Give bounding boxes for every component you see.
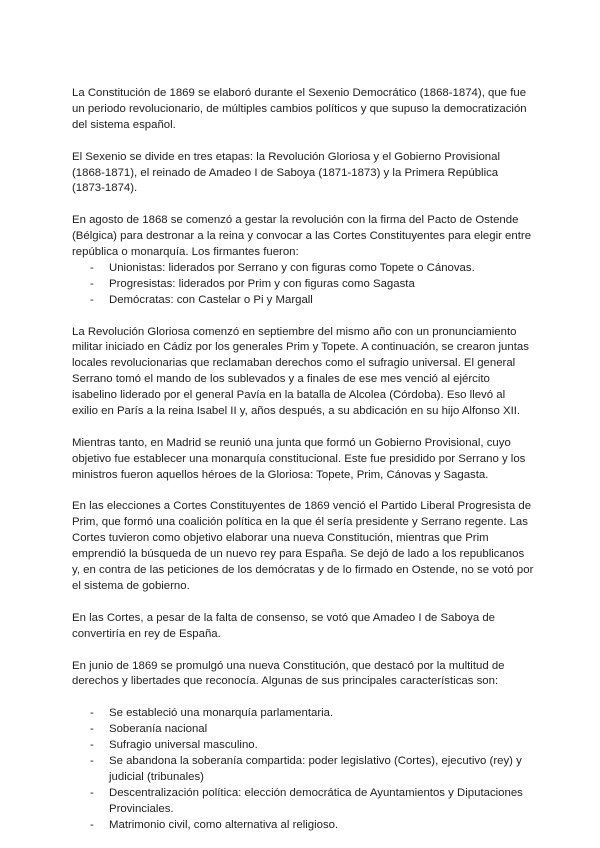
list-item: - Sufragio universal masculino. (72, 738, 534, 754)
list-item: - Se abandona la soberanía compartida: poder legislativo (Cortes), ejecutivo (rey) y judicial (tribunales) (72, 754, 534, 786)
paragraph-gobierno-provisional: Mientras tanto, en Madrid se reunió una junta que formó un Gobierno Provisional, cuyo objetivo fue establecer una monarquía constitucional. Este fue presidido por Serrano y los ministros fueron aquellos héroes de la Gloriosa: Topete, Prim, Cánovas y Sagasta. (72, 436, 526, 481)
paragraph-gloriosa: La Revolución Gloriosa comenzó en septiembre del mismo año con un pronunciamiento militar iniciado en Cádiz por los generales Prim y Topete. A continuación, se crearon juntas locales revolucionarias que reclamaban derechos como el sufragio universal. El general Serrano tomó el mando de los sublevados y a finales de ese mes venció al ejército isabelino liderado por el general Pavía en la batalla de Alcolea (Córdoba). Eso llevó al exilio en París a la reina Isabel II y, años después, a su abdicación en su hijo Alfonso XII. (72, 325, 529, 418)
signatories-list (72, 261, 534, 309)
list-item: - Matrimonio civil, como alternativa al religioso. (72, 818, 534, 834)
paragraph-amadeo: En las Cortes, a pesar de la falta de consenso, se votó que Amadeo I de Saboya de convertiría en rey de España. (72, 611, 495, 640)
paragraph-stages: El Sexenio se divide en tres etapas: la Revolución Gloriosa y el Gobierno Provisional (1868-1871), el reinado de Amadeo I de Saboya (1871-1873) y la Primera República (1873-1874). (72, 150, 501, 195)
paragraph-elecciones: En las elecciones a Cortes Constituyentes de 1869 venció el Partido Liberal Progresista de Prim, que formó una coalición política en la que él sería presidente y Serrano regente. Las Cortes tuvieron como objetivo elaborar una nueva Constitución, mientras que Prim emprendió la búsqueda de un nuevo rey para España. Se dejó de lado a los republicanos y, en contra de las peticiones de los demócratas y de lo firmado en Ostende, no se votó por el sistema de gobierno. (72, 500, 534, 593)
document-page (72, 86, 534, 833)
list-item: - Unionistas: liderados por Serrano y con figuras como Topete o Cánovas. (72, 261, 534, 277)
list-item: - Se estableció una monarquía parlamentaria. (72, 706, 534, 722)
list-item: - Descentralización política: elección democrática de Ayuntamientos y Diputaciones Provinciales. (72, 786, 534, 818)
paragraph-intro: La Constitución de 1869 se elaboró durante el Sexenio Democrático (1868-1874), que fue un periodo revolucionario, de múltiples cambios políticos y que supuso la democratización del sistema español. (72, 87, 527, 131)
list-item: - Soberanía nacional (72, 722, 534, 738)
list-item: - Demócratas: con Castelar o Pi y Margall (72, 293, 534, 309)
paragraph-ostende: En agosto de 1868 se comenzó a gestar la revolución con la firma del Pacto de Ostende (Bélgica) para destronar a la reina y convocar a las Cortes Constituyentes para elegir entre república o monarquía. Los firmantes fueron: (72, 214, 532, 259)
characteristics-list (72, 706, 534, 833)
paragraph-constitucion: En junio de 1869 se promulgó una nueva Constitución, que destacó por la multitud de derechos y libertades que reconocía. Algunas de sus principales características son: (72, 659, 505, 688)
list-item: - Progresistas: liderados por Prim y con figuras como Sagasta (72, 277, 534, 293)
